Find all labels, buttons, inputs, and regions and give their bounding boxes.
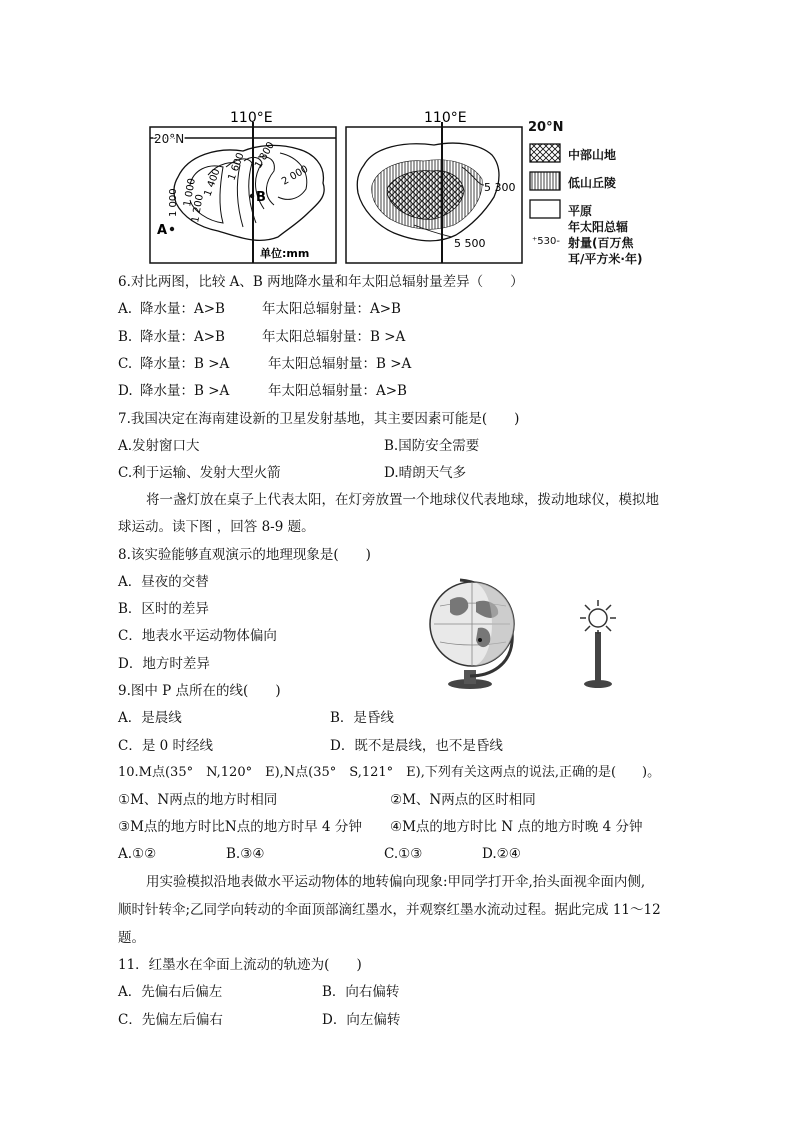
intro-8-9-line-2: 球运动。读下图 ，回答 8-9 题。: [118, 519, 315, 535]
lamp-icon: [580, 600, 616, 688]
q11-option-b: B．向右偏转: [322, 984, 400, 1000]
q9-option-a: A．是晨线: [118, 710, 182, 726]
unit-label: 单位:mm: [260, 247, 310, 260]
q10-statement-3: ③M点的地方时比N点的地方时早 4 分钟: [118, 819, 362, 835]
legend-note-2: 射量(百万焦: [568, 236, 634, 250]
legend-swatches: [528, 140, 568, 230]
q10-option-b: B.③④: [226, 846, 265, 862]
q10-option-c: C.①③: [384, 846, 423, 862]
contour-label-1200: 1 200: [190, 193, 206, 224]
meridian-label-right: 110°E: [424, 110, 467, 126]
q11-stem: 11．红墨水在伞面上流动的轨迹为( ): [118, 957, 362, 973]
q6-option-d-rad: 年太阳总辐射量：A>B: [268, 383, 407, 399]
rainfall-map: [148, 105, 338, 265]
legend-label-hills: 低山丘陵: [568, 176, 617, 190]
intro-11-12-line-3: 题。: [118, 930, 145, 946]
q6-option-a-label: A.: [118, 301, 133, 317]
q8-option-b: B．区时的差异: [118, 601, 209, 617]
map-legend: [528, 118, 658, 268]
point-b-label: B: [256, 190, 266, 205]
q8-option-d: D．地方时差异: [118, 656, 210, 672]
q8-stem: 8.该实验能够直观演示的地理现象是( ): [118, 547, 371, 563]
contour-label-2000: 2 000: [280, 163, 311, 188]
legend-swatch-hills: [530, 172, 560, 190]
legend-parallel: 20°N: [528, 120, 564, 135]
legend-note-3: 耳/平方米·年): [568, 252, 643, 266]
q9-option-d: D．既不是晨线，也不是昏线: [330, 738, 503, 754]
intro-8-9-line-1: 将一盏灯放在桌子上代表太阳，在灯旁放置一个地球仪代表地球，拨动地球仪，模拟地: [146, 492, 659, 508]
radiation-map: [344, 105, 524, 265]
q6-stem: 6.对比两图，比较 A、B 两地降水量和年太阳总辐射量差异（ ）: [118, 274, 524, 290]
q7-option-b: B.国防安全需要: [384, 438, 480, 454]
contour-label-1000: 1 000: [168, 188, 179, 217]
q6-option-c-rad: 年太阳总辐射量：B >A: [268, 356, 412, 372]
point-b-marker: [250, 194, 254, 198]
point-a-marker: [170, 227, 174, 231]
q6-option-d-rain: 降水量：B >A: [140, 383, 230, 399]
parallel-label: 20°N: [154, 132, 185, 146]
q11-option-a: A．先偏右后偏左: [118, 984, 223, 1000]
q10-statement-2: ②M、N两点的区时相同: [390, 792, 536, 808]
q8-option-a: A．昼夜的交替: [118, 574, 209, 590]
q6-option-a-rain: 降水量：A>B: [140, 301, 225, 317]
q9-stem: 9.图中 P 点所在的线( ): [118, 683, 281, 699]
value-5300: 5 300: [484, 181, 516, 194]
value-5500: 5 500: [454, 237, 486, 250]
legend-swatch-plain: [530, 200, 560, 218]
q6-option-a-rad: 年太阳总辐射量：A>B: [262, 301, 401, 317]
legend-swatch-mountain: [530, 144, 560, 162]
q6-option-b-label: B.: [118, 329, 133, 345]
q7-stem: 7.我国决定在海南建设新的卫星发射基地，其主要因素可能是( ): [118, 411, 520, 427]
q6-option-d-label: D.: [118, 383, 133, 399]
contour-label-1000b: 1 000: [182, 177, 198, 208]
q7-option-c: C.利于运输、发射大型火箭: [118, 465, 281, 481]
q10-statement-1: ①M、N两点的地方时相同: [118, 792, 278, 808]
q9-option-b: B．是昏线: [330, 710, 394, 726]
q10-stem: 10.M点(35° N,120° E),N点(35° S,121° E),下列有关这两点的说法,正确的是( )。: [118, 765, 661, 780]
intro-11-12-line-1: 用实验模拟沿地表做水平运动物体的地转偏向现象:甲同学打开伞,抬头面视伞面内侧,: [146, 874, 646, 890]
q7-option-d: D.晴朗天气多: [384, 465, 467, 481]
q8-option-c: C．地表水平运动物体偏向: [118, 628, 277, 644]
q9-option-c: C．是 0 时经线: [118, 738, 214, 754]
point-p-marker: [478, 638, 482, 642]
q7-option-a: A.发射窗口大: [118, 438, 200, 454]
q10-option-a: A.①②: [118, 846, 157, 862]
legend-sample: ⁺530-: [532, 236, 560, 247]
legend-note-1: 年太阳总辐: [568, 220, 629, 234]
point-a-label: A: [157, 223, 168, 238]
contour-label-1400: 1 400: [202, 167, 223, 199]
globe-lamp-illustration: [420, 572, 640, 692]
q11-option-c: C．先偏左后偏右: [118, 1012, 223, 1028]
q10-statement-4: ④M点的地方时比 N 点的地方时晚 4 分钟: [390, 819, 643, 835]
q6-option-c-rain: 降水量：B >A: [140, 356, 230, 372]
q6-option-b-rain: 降水量：A>B: [140, 329, 225, 345]
globe-icon: [430, 580, 514, 689]
meridian-label: 110°E: [230, 110, 273, 126]
q6-option-c-label: C.: [118, 356, 133, 372]
intro-11-12-line-2: 顺时针转伞;乙同学向转动的伞面顶部滴红墨水，并观察红墨水流动过程。据此完成 11～12: [118, 902, 661, 918]
q10-option-d: D.②④: [482, 846, 521, 862]
legend-label-plain: 平原: [568, 204, 593, 218]
contour-label-1800: 1 800: [253, 140, 277, 171]
q6-option-b-rad: 年太阳总辐射量：B >A: [262, 329, 406, 345]
legend-label-mountain: 中部山地: [568, 148, 617, 162]
contour-label-1600: 1 600: [226, 151, 247, 183]
q11-option-d: D．向左偏转: [322, 1012, 401, 1028]
